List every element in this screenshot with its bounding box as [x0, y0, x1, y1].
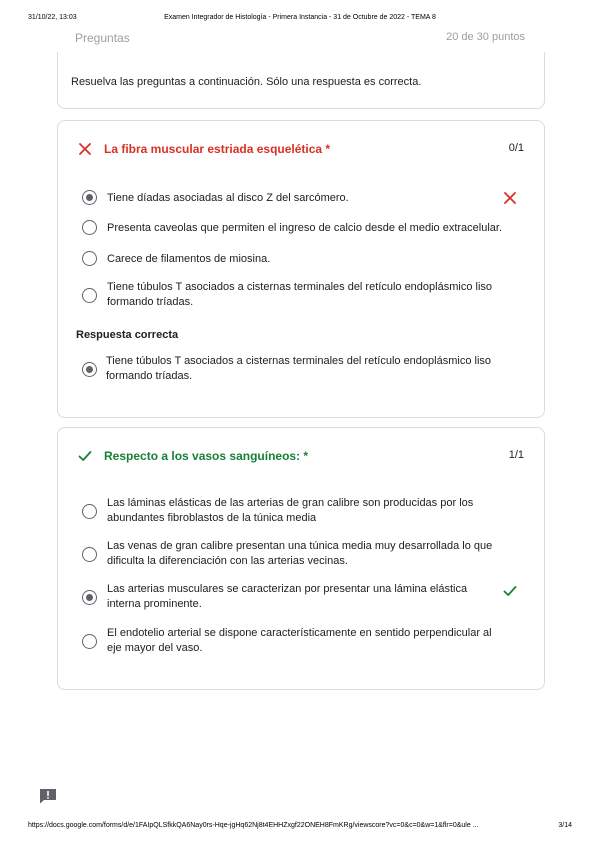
correct-check-icon — [503, 584, 517, 598]
correct-answer-option — [82, 354, 524, 386]
section-header — [75, 31, 525, 47]
option-label: Las venas de gran calibre presentan una túnica media muy desarrollada lo que dificulta la diferenciación con las arterias vecinas. — [107, 540, 493, 567]
question-card-1 — [57, 120, 545, 418]
page-number: 3/14 — [558, 822, 572, 829]
question-card-2 — [57, 427, 545, 690]
correct-answer-label: Respuesta correcta — [76, 329, 179, 341]
correct-answer-text: Tiene túbulos T asociados a cisternas terminales del retículo endoplásmico liso formando tríadas. — [106, 355, 491, 382]
option-label: Carece de filamentos de miosina. — [107, 253, 271, 265]
print-url: https://docs.google.com/forms/d/e/1FAIpQLSfkkQA6Nay0rs-Hqe-jgHq62Nj8t4EHHZxgf22ONEH8FmKRg/viewscore?vc=0&c=0&w=1&flr=0&ule ... — [28, 822, 479, 829]
question-header-2 — [78, 448, 524, 464]
answer-option[interactable] — [82, 251, 524, 267]
print-header — [28, 14, 572, 26]
radio-selected[interactable] — [82, 190, 97, 205]
answer-option[interactable] — [82, 190, 524, 206]
radio-unselected[interactable] — [82, 288, 97, 303]
question-score-2: 1/1 — [508, 449, 524, 461]
radio-unselected[interactable] — [82, 220, 97, 235]
report-feedback-icon[interactable] — [39, 788, 57, 804]
instructions-card — [57, 52, 545, 109]
radio-selected[interactable] — [82, 590, 97, 605]
incorrect-icon — [503, 191, 517, 205]
print-footer — [28, 822, 572, 834]
answer-option[interactable] — [82, 626, 524, 658]
total-score: 20 de 30 puntos — [446, 31, 525, 43]
section-title: Preguntas — [75, 31, 130, 45]
option-label: Tiene díadas asociadas al disco Z del sarcómero. — [107, 192, 349, 204]
question-title-1: La fibra muscular estriada esquelética * — [104, 142, 331, 156]
question-title-2: Respecto a los vasos sanguíneos: * — [104, 449, 309, 463]
radio-selected — [82, 362, 97, 377]
print-date: 31/10/22, 13:03 — [28, 14, 77, 21]
radio-unselected[interactable] — [82, 251, 97, 266]
answer-option[interactable] — [82, 280, 524, 312]
answer-option[interactable] — [82, 496, 524, 528]
answer-option[interactable] — [82, 539, 524, 571]
answer-option[interactable] — [82, 582, 524, 614]
question-header-1 — [78, 141, 524, 157]
radio-unselected[interactable] — [82, 547, 97, 562]
instructions-text: Resuelva las preguntas a continuación. Sólo una respuesta es correcta. — [71, 76, 422, 88]
option-label: Las arterias musculares se caracterizan por presentar una lámina elástica interna prominente. — [107, 583, 468, 610]
correct-check-icon — [78, 449, 92, 463]
incorrect-icon — [78, 142, 92, 156]
option-label: Las láminas elásticas de las arterias de gran calibre son producidas por los abundantes fibroblastos de la túnica media — [107, 497, 474, 524]
option-label: Tiene túbulos T asociados a cisternas terminales del retículo endoplásmico liso formando tríadas. — [107, 281, 492, 308]
option-label: Presenta caveolas que permiten el ingreso de calcio desde el medio extracelular. — [107, 222, 503, 234]
answer-option[interactable] — [82, 220, 524, 236]
print-document-title: Examen Integrador de Histología - Primera Instancia - 31 de Octubre de 2022 - TEMA 8 — [164, 14, 436, 21]
radio-unselected[interactable] — [82, 634, 97, 649]
radio-unselected[interactable] — [82, 504, 97, 519]
option-label: El endotelio arterial se dispone característicamente en sentido perpendicular al eje mayor del vaso. — [107, 627, 492, 654]
question-score-1: 0/1 — [508, 142, 524, 154]
